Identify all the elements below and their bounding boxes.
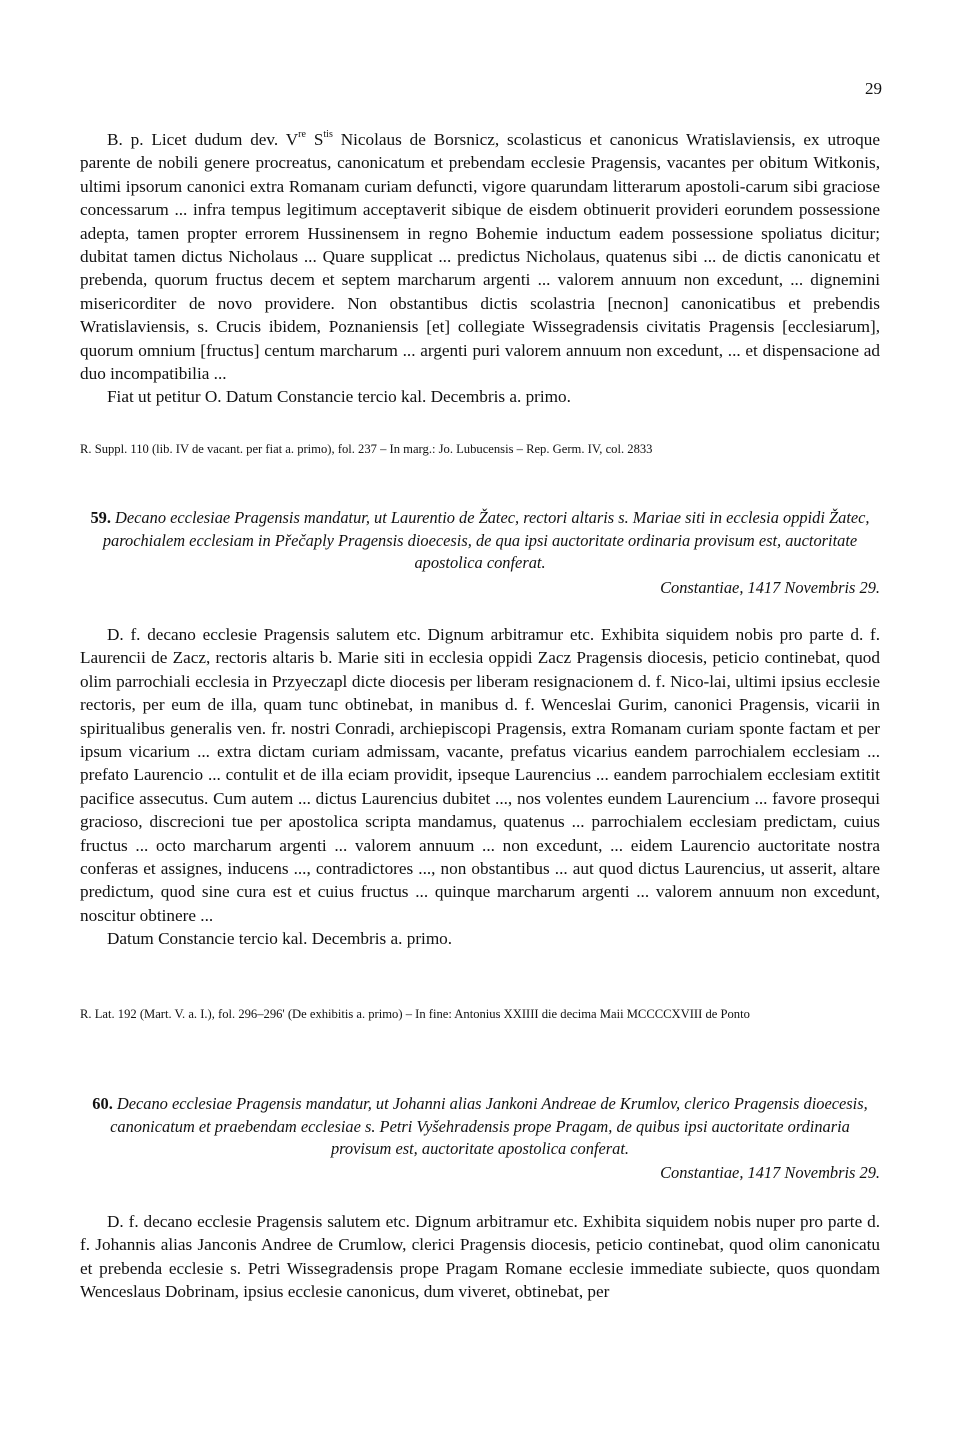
page-number: 29 (865, 79, 882, 98)
entry-60-dateline: Constantiae, 1417 Novembris 29. (660, 1163, 880, 1182)
entry-58-footnote: R. Suppl. 110 (lib. IV de vacant. per fiat a. primo), fol. 237 – In marg.: Jo. Lubucensis – Rep. Germ. IV, col. 2833 (80, 442, 653, 456)
entry-60-regest: Decano ecclesiae Pragensis mandatur, ut Johanni alias Jankoni Andreae de Krumlov, clerico Pragensis dioecesis, canonicatum et praebendam ecclesiae s. Petri Vyšehradensis prope Pragam, de quibus ipsi auctoritate ordinaria provisum est, auctoritate apostolica conferat. (110, 1094, 868, 1159)
entry-60-heading (80, 1093, 880, 1161)
entry-58-space (306, 130, 314, 149)
entry-59-text (80, 623, 880, 951)
entry-58-superscript-1: re (298, 129, 306, 141)
entry-60-body: D. f. decano ecclesie Pragensis salutem etc. Dignum arbitramur etc. Exhibita siquidem nobis nuper pro parte d. f. Johannis alias Janconis Andree de Crumlow, clerici Pragensis diocesis, peticio continebat, quod olim canonicatu et prebenda ecclesie s. Petri Wissegradensis prope Pragam Romane ecclesie immediate subiecte, quos quondam Wenceslaus Dobrinam, ipsius ecclesie canonicus, dum viveret, obtinebat, per (80, 1212, 880, 1302)
entry-58-paragraph (80, 128, 880, 385)
entry-59-regest: Decano ecclesiae Pragensis mandatur, ut Laurentio de Žatec, rectori altaris s. Mariae siti in ecclesia oppidi Žatec, parochialem ecclesiam in Přečaply Pragensis dioecesis, de qua ipsi auctoritate ordinaria provisum est, auctoritate apostolica conferat. (102, 508, 870, 573)
entry-58-s: S (313, 130, 324, 149)
entry-59-dateline: Constantiae, 1417 Novembris 29. (660, 578, 880, 597)
entry-59-datum: Datum Constancie tercio kal. Decembris a. primo. (107, 929, 453, 949)
entry-59-body: D. f. decano ecclesie Pragensis salutem etc. Dignum arbitramur etc. Exhibita siquidem nobis pro parte d. f. Laurencii de Zacz, rectoris altaris b. Marie siti in ecclesia oppidi Zacz Pragensis diocesis, peticio continebat, quod olim parrochiali ecclesia in Przyeczapl dicte diocesis per liberam resignacionem d. f. Nico-lai, ultimi ipsius ecclesie rectoris, per eum de illa, quam tunc obtinebat, in manibus d. f. Wenceslai Gurim, canonici Pragensis, vicarii in spiritualibus generalis ven. fr. nostri Conradi, archiepiscopi Pragensis, extra Romanam curiam sponte factam et per ipsum vicarium ... extra dictam curiam admissam, vacante, prefatus vicarius eandem parrochialem ecclesiam ... prefato Laurencio ... contulit et de illa eciam providit, ipseque Laurencius ... eandem parrochialem ecclesiam extitit pacifice assecutus. Cum autem ... dictus Laurencius dubitet ..., nos volentes eundem Laurencium ... favore prosequi gracioso, discrecioni tue per apostolica scripta mandamus, quatenus ... parrochialem ecclesiam predictam, cuius fructus ... octo marcharum argenti ... valorem annuum ... non excedunt, ... eidem Laurencio auctoritate nostra conferas et assignes, inducens ..., contradictores ..., non obstantibus ... aut quod dictus Laurencius, ut asserit, altare predictum, quod sine cura est et cuius fructus ... quinque marcharum argenti ... valorem annuum non excedunt, noscitur obtinere ... (80, 625, 880, 925)
entry-58-fiat: Fiat ut petitur O. Datum Constancie tercio kal. Decembris a. primo. (107, 387, 571, 407)
entry-60-number: 60. (92, 1094, 113, 1113)
entry-58-paragraph-part2: Nicolaus de Borsnicz, scolasticus et canonicus Wratislaviensis, ex utroque parente de nobili genere procreatus, canonicatum et prebendam ecclesie Pragensis, vacantes per obitum Witkonis, ultimi ipsorum canonici extra Romanam curiam defuncti, vigore quarundam litterarum apostoli-carum sibi graciose concessarum ... infra tempus legitimum acceptaverit sibique de eisdem obtinuerit provideri eorundem possessione adepta, tamen propter errorem Hussinensem in regno Bohemie inductum eadem possessione spoliatus dicitur; dubitat tamen dictus Nicholaus ... Quare supplicat ... predictus Nicholaus, quatenus sibi ... de dictis canonicatu et prebenda, quorum fructus decem et septem marcharum argenti ... valorem annuum non excedunt, ... dignemini misericorditer de novo providere. Non obstantibus dictis scolastria [necnon] canonicatibus et prebendis Wratislaviensis, s. Crucis ibidem, Poznaniensis [et] collegiate Wissegradensis civitatis Pragensis [ecclesiarum], quorum omnium [fructus] centum marcharum ... argenti puri valorem annuum non excedunt, ... et dispensacione ad duo incompatibilia ... (80, 130, 880, 384)
entry-58-superscript-2: tis (323, 129, 333, 141)
entry-60-text (80, 1210, 880, 1304)
entry-58-paragraph-part1: B. p. Licet dudum dev. V (107, 130, 299, 149)
entry-58-text (80, 128, 880, 409)
entry-59-heading (80, 507, 880, 575)
entry-59-footnote: R. Lat. 192 (Mart. V. a. I.), fol. 296–296' (De exhibitis a. primo) – In fine: Antonius XXIIII die decima Maii MCCCCXVIII de Ponto (80, 1007, 750, 1021)
entry-59-number: 59. (90, 508, 111, 527)
